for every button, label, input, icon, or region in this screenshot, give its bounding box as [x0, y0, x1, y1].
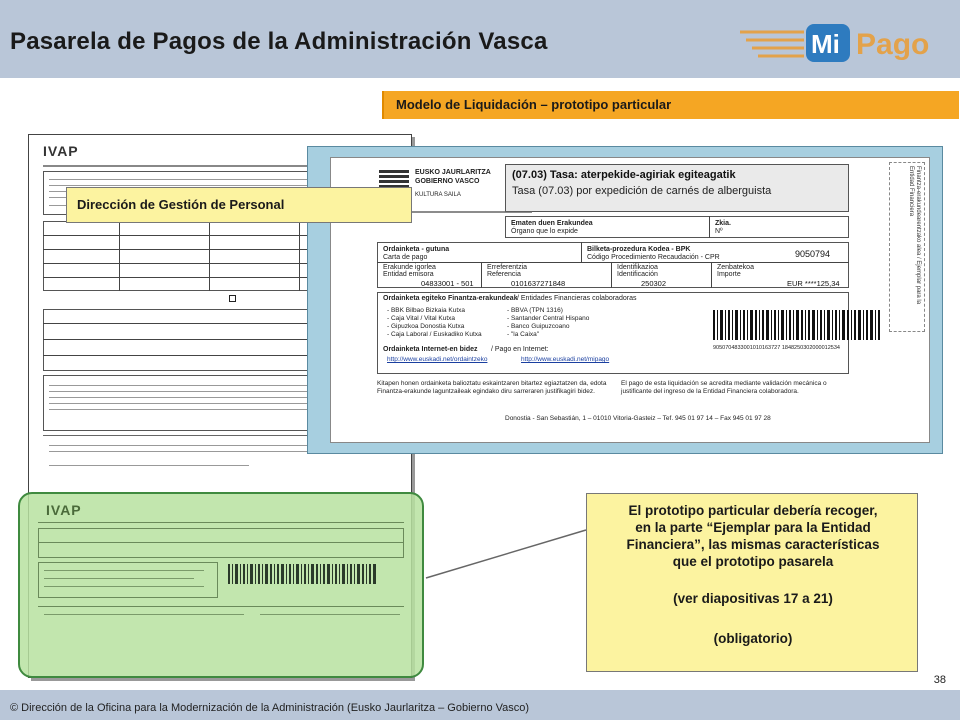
logo-mi-text: Mi [811, 29, 840, 59]
logo-pago-text: Pago [856, 28, 930, 61]
page-title: Pasarela de Pagos de la Administración Vasca [10, 28, 548, 55]
procedure-label-eu: Bilketa-prozedura Kodea - BPK [587, 246, 691, 253]
highlight-green-region [18, 492, 424, 678]
note-mandatory: (obligatorio) [713, 631, 793, 646]
col4-label-eu: Zenbatekoa [717, 264, 754, 271]
bank-item: - Santander Central Hispano [507, 315, 590, 322]
footer-bar [0, 690, 960, 720]
entities-title-eu: Ordainketa egiteko Finantza-erakundeak [383, 295, 518, 302]
callout-direction [66, 187, 412, 223]
barcode-small-graphic [228, 564, 378, 590]
org-name [415, 168, 491, 186]
callout-direction-text: Dirección de Gestión de Personal [77, 197, 285, 212]
identification-value: 250302 [641, 279, 667, 288]
bank-item: - "la Caixa" [507, 331, 540, 338]
tasa-subtitle: Tasa (07.03) por expedición de carnés de alberguista [512, 185, 772, 197]
reference-value: 0101637271848 [511, 279, 566, 288]
internet-label-es: / Pago en Internet: [491, 346, 549, 353]
col2-label-es: Referencia [487, 271, 521, 278]
office-address: Donostia - San Sebastián, 1 – 01010 Vitoria-Gasteiz – Tef. 945 01 97 14 – Fax 945 01 97 28 [505, 415, 771, 422]
callout-pointer-note [426, 530, 586, 578]
mipago-logo [738, 18, 950, 66]
form-checkbox [229, 295, 236, 302]
bank-item: - Caja Vital / Vital Kutxa [387, 315, 456, 322]
entity-value: 04833001 - 501 [421, 279, 474, 288]
entities-title-es: / Entidades Financieras colaboradoras [517, 295, 637, 302]
payment-label-eu: Ordainketa - gutuna [383, 246, 450, 253]
barcode-number: 9050704833001010163727 1848250302000012534 [713, 345, 840, 351]
col1-label-eu: Erakunde igorlea [383, 264, 436, 271]
col3-label-eu: Identifikazioa [617, 264, 658, 271]
procedure-value: 9050794 [795, 249, 831, 259]
department: KULTURA SAILA [415, 192, 461, 198]
note-line: que el prototipo pasarela [672, 554, 834, 569]
col1-label-es: Entidad emisora [383, 271, 434, 278]
note-line: Financiera”, las mismas características [626, 537, 880, 552]
procedure-label-es: Código Procedimiento Recaudación - CPR [587, 254, 720, 261]
footer-copyright: © Dirección de la Oficina para la Modernización de la Administración (Eusko Jaurlaritza – Gobierno Vasco) [10, 702, 530, 714]
payment-link-2[interactable]: http://www.euskadi.net/mipago [521, 356, 610, 363]
emitter-label-eu: Ematen duen Erakundea [511, 220, 593, 227]
payment-link-1[interactable]: http://www.euskadi.net/ordaintzeko [387, 356, 488, 363]
col3-label-es: Identificación [617, 271, 658, 278]
note-line: El prototipo particular debería recoger, [628, 503, 878, 518]
tasa-title: (07.03) Tasa: aterpekide-agiriak egiteagatik [512, 169, 736, 181]
side-ejemplar-text: Finantza-erakundearentzako alea / Ejemplar para la Entidad Financiera [908, 166, 921, 305]
col4-label-es: Importe [717, 271, 741, 278]
tasa-header-box [505, 164, 849, 212]
bank-item: - Banco Guipuzcoano [507, 323, 570, 330]
receipt-note-eu: Kitapen honen ordainketa balioztatu eskaintzaren bitartez egiaztatzen da, edota Finantza-erakunde laguntzaileak egindako diru sarreraren justifikagiri bidez. [377, 380, 607, 395]
org-name-es: GOBIERNO VASCO [415, 178, 480, 185]
bank-item: - BBK Bilbao Bizkaia Kutxa [387, 307, 466, 314]
callout-note [586, 493, 918, 672]
bank-item: - Gipuzkoa Donostia Kutxa [387, 323, 465, 330]
bank-item: - BBVA (TPN 1316) [507, 307, 563, 314]
number-label-es: Nº [715, 228, 723, 235]
section-bar-label: Modelo de Liquidación – prototipo particular [396, 97, 672, 112]
col2-label-eu: Erreferentzia [487, 264, 528, 271]
internet-label-eu: Ordainketa Internet-en bidez [383, 346, 478, 353]
ivap-logo: IVAP [43, 143, 79, 159]
note-slides-reference: (ver diapositivas 17 a 21) [673, 591, 833, 606]
ivap-logo: IVAP [46, 502, 82, 518]
emitter-label-es: Órgano que lo expide [511, 228, 578, 235]
receipt-note-es: El pago de esta liquidación se acredita mediante validación mecánica o justificante del ingreso de la Entidad Financiera colaboradora. [621, 380, 827, 395]
payment-letter [330, 157, 930, 443]
note-line: en la parte “Ejemplar para la Entidad [635, 520, 871, 535]
page-number: 38 [933, 674, 946, 686]
bank-item: - Caja Laboral / Euskadiko Kutxa [387, 331, 482, 338]
amount-value: EUR ****125,34 [787, 279, 840, 288]
number-label-eu: Zkia. [715, 220, 731, 227]
org-name-eu: EUSKO JAURLARITZA [415, 169, 491, 176]
section-bar [382, 91, 959, 119]
header-bar [0, 0, 960, 78]
payment-label-es: Carta de pago [383, 254, 428, 261]
